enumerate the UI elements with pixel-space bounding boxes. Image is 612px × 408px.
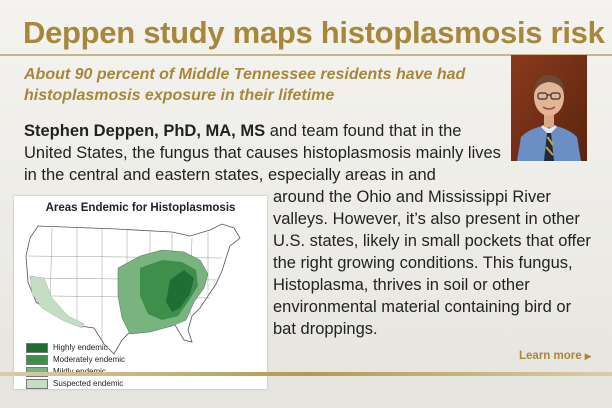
body-lead-text: and team found that in the United States, the fungus that causes histoplasmosis mainly lives in the central and eastern states, especially areas in and [24, 122, 501, 184]
legend-item-high [26, 342, 125, 353]
map-legend [26, 342, 125, 390]
legend-label-moderate: Moderately endemic [53, 355, 126, 364]
body-continued: around the Ohio and Mississippi River valleys. However, it’s also present in other U.S. states, likely in small pockets that offer the right growing conditions. This fungus, Histoplasma, thrives in soil or other environmental material containing bird or bat droppings. [273, 188, 591, 338]
legend-swatch-moderate [26, 355, 48, 365]
legend-item-suspected [26, 378, 125, 389]
body-lead [24, 120, 504, 186]
portrait-photo [511, 55, 587, 161]
learn-more-label: Learn more [519, 350, 582, 362]
legend-swatch-suspected [26, 379, 48, 389]
subhead: About 90 percent of Middle Tennessee residents have had histoplasmosis exposure in their lifetime [24, 66, 466, 104]
learn-more-link[interactable] [519, 350, 592, 362]
author-name: Stephen Deppen, PhD, MA, MS [24, 122, 266, 140]
headline: Deppen study maps histoplasmosis risk [23, 15, 605, 50]
triangle-right-icon: ▶ [584, 351, 592, 361]
legend-label-suspected: Suspected endemic [53, 379, 124, 388]
histoplasmosis-map [14, 196, 267, 389]
map-title: Areas Endemic for Histoplasmosis [45, 202, 236, 214]
footer-rule [0, 372, 612, 376]
legend-item-moderate [26, 354, 125, 365]
legend-swatch-high [26, 343, 48, 353]
legend-label-high: Highly endemic [53, 343, 108, 352]
